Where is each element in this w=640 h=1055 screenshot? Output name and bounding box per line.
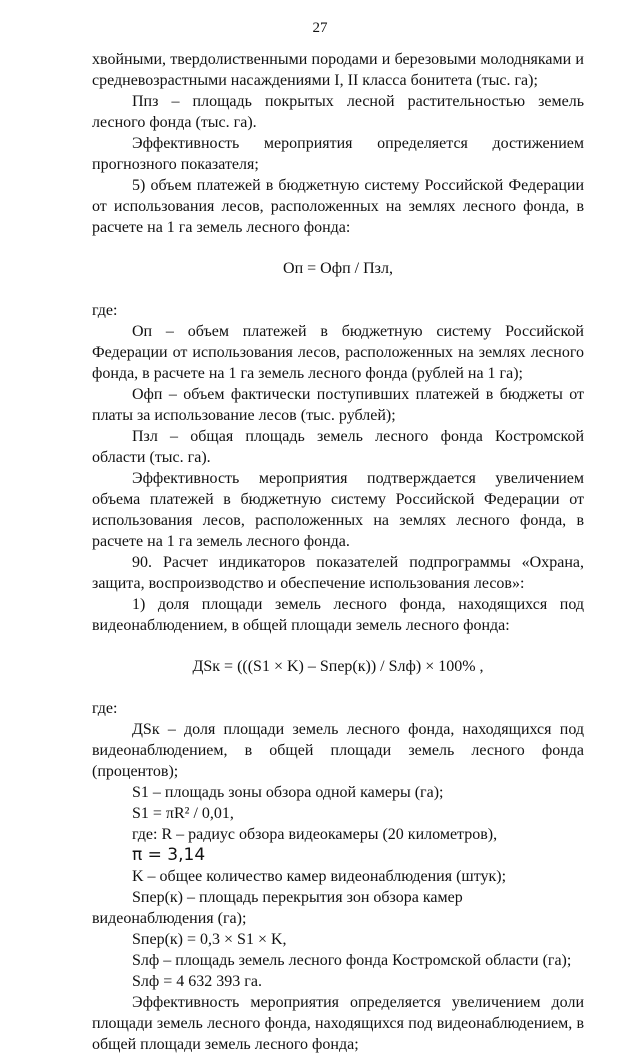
formula-overlap: Sпер(к) = 0,3 × S1 × K, <box>132 931 287 948</box>
formula-video-share: ДSк = (((S1 × K) – Sпер(к)) / Sлф) × 100% , <box>192 658 484 675</box>
paragraph-10: 1) доля площади земель лесного фонда, находящихся под видеонаблюдением, в общей площади земель лесного фонда: <box>92 596 584 634</box>
paragraph-17: Sпер(к) – площадь перекрытия зон обзора камер видеонаблюдения (га); <box>92 889 463 927</box>
where-label-1: где: <box>92 302 118 319</box>
paragraph-7: Пзл – общая площадь земель лесного фонда Костромской области (тыс. га). <box>92 428 584 466</box>
paragraph-19: Sлф – площадь земель лесного фонда Костромской области (га); <box>132 952 572 969</box>
formula-payments: Оп = Офп / Пзл, <box>283 260 393 277</box>
paragraph-9: 90. Расчет индикаторов показателей подпрограммы «Охрана, защита, воспроизводство и обеспечение использования лесов»: <box>92 554 584 592</box>
paragraph-14: где: R – радиус обзора видеокамеры (20 километров), <box>132 826 498 843</box>
paragraph-2: Ппз – площадь покрытых лесной растительностью земель лесного фонда (тыс. га). <box>92 93 584 131</box>
page-number: 27 <box>312 20 328 36</box>
paragraph-12: S1 – площадь зоны обзора одной камеры (га); <box>132 784 444 801</box>
formula-s1: S1 = πR² / 0,01, <box>132 805 234 822</box>
paragraph-4: 5) объем платежей в бюджетную систему Российской Федерации от использования лесов, расположенных на землях лесного фонда, в расчете на 1 га земель лесного фонда: <box>92 177 584 236</box>
formula-area: Sлф = 4 632 393 га. <box>132 973 262 990</box>
document-body <box>92 49 584 1055</box>
paragraph-16: K – общее количество камер видеонаблюдения (штук); <box>132 868 507 885</box>
paragraph-3: Эффективность мероприятия определяется достижением прогнозного показателя; <box>92 135 584 173</box>
where-label-2: где: <box>92 700 118 717</box>
paragraph-1: хвойными, твердолиственными породами и березовыми молодняками и средневозрастными насаждениями I, II класса бонитета (тыс. га); <box>92 51 584 89</box>
paragraph-11: ДSк – доля площади земель лесного фонда, находящихся под видеонаблюдением, в общей площади земель лесного фонда (процентов); <box>92 721 584 780</box>
paragraph-21: Эффективность мероприятия определяется увеличением доли площади земель лесного фонда, находящихся под видеонаблюдением, в общей площади земель лесного фонда; <box>92 994 584 1053</box>
paragraph-5: Оп – объем платежей в бюджетную систему Российской Федерации от использования лесов, расположенных на землях лесного фонда, в расчете на 1 га земель лесного фонда (рублей на 1 га); <box>92 323 584 382</box>
paragraph-8: Эффективность мероприятия подтверждается увеличением объема платежей в бюджетную систему Российской Федерации от использования лесов, расположенных на землях лесного фонда, в расчете на 1 га земель лесного фонда. <box>92 470 584 550</box>
formula-pi: π = 3,14 <box>132 845 206 865</box>
paragraph-6: Офп – объем фактически поступивших платежей в бюджеты от платы за использование лесов (тыс. рублей); <box>92 386 584 424</box>
